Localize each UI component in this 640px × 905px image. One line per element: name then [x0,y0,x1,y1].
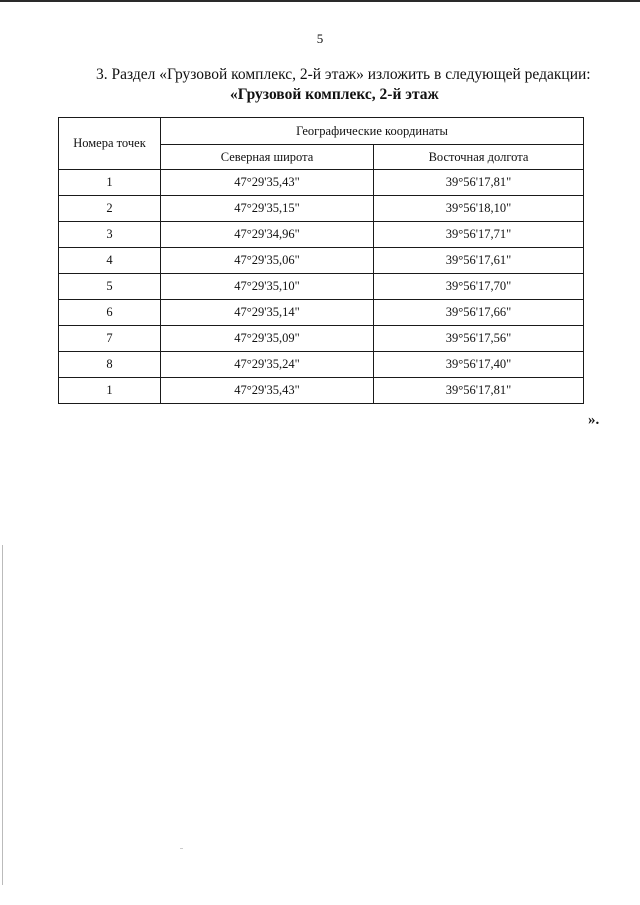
point-number-cell: 5 [59,274,161,300]
point-number-cell: 8 [59,352,161,378]
latitude-cell: 47°29'35,09" [161,326,374,352]
coordinates-header: Географические координаты [161,118,584,145]
latitude-cell: 47°29'35,14" [161,300,374,326]
page-number: 5 [316,31,324,46]
point-number-cell: 1 [59,170,161,196]
scan-speck [180,848,183,849]
latitude-cell: 47°29'35,24" [161,352,374,378]
longitude-header: Восточная долгота [374,145,584,170]
scan-edge-top [0,0,640,2]
point-number-cell: 1 [59,378,161,404]
section-title: «Грузовой комплекс, 2-й этаж [230,86,439,103]
table-row [59,378,584,404]
latitude-cell: 47°29'35,06" [161,248,374,274]
longitude-cell: 39°56'17,81" [374,378,584,404]
longitude-cell: 39°56'17,61" [374,248,584,274]
latitude-cell: 47°29'35,15" [161,196,374,222]
table-row [59,222,584,248]
latitude-cell: 47°29'35,10" [161,274,374,300]
point-number-cell: 3 [59,222,161,248]
scan-edge-left [2,545,3,885]
longitude-cell: 39°56'17,40" [374,352,584,378]
coordinates-table [58,117,584,404]
point-number-cell: 2 [59,196,161,222]
longitude-cell: 39°56'18,10" [374,196,584,222]
longitude-cell: 39°56'17,56" [374,326,584,352]
table-header-row [59,118,584,145]
point-number-cell: 7 [59,326,161,352]
table-row [59,326,584,352]
point-number-cell: 6 [59,300,161,326]
table-row [59,248,584,274]
latitude-cell: 47°29'35,43" [161,378,374,404]
longitude-cell: 39°56'17,70" [374,274,584,300]
longitude-cell: 39°56'17,66" [374,300,584,326]
latitude-cell: 47°29'34,96" [161,222,374,248]
intro-paragraph: 3. Раздел «Грузовой комплекс, 2-й этаж» изложить в следующей редакции: [96,66,591,83]
latitude-cell: 47°29'35,43" [161,170,374,196]
point-number-cell: 4 [59,248,161,274]
table-row [59,170,584,196]
longitude-cell: 39°56'17,81" [374,170,584,196]
table-row [59,300,584,326]
table-row [59,196,584,222]
latitude-header: Северная широта [161,145,374,170]
table-row [59,274,584,300]
longitude-cell: 39°56'17,71" [374,222,584,248]
table-row [59,352,584,378]
closing-quote: ». [588,412,600,428]
points-header: Номера точек [59,118,161,170]
